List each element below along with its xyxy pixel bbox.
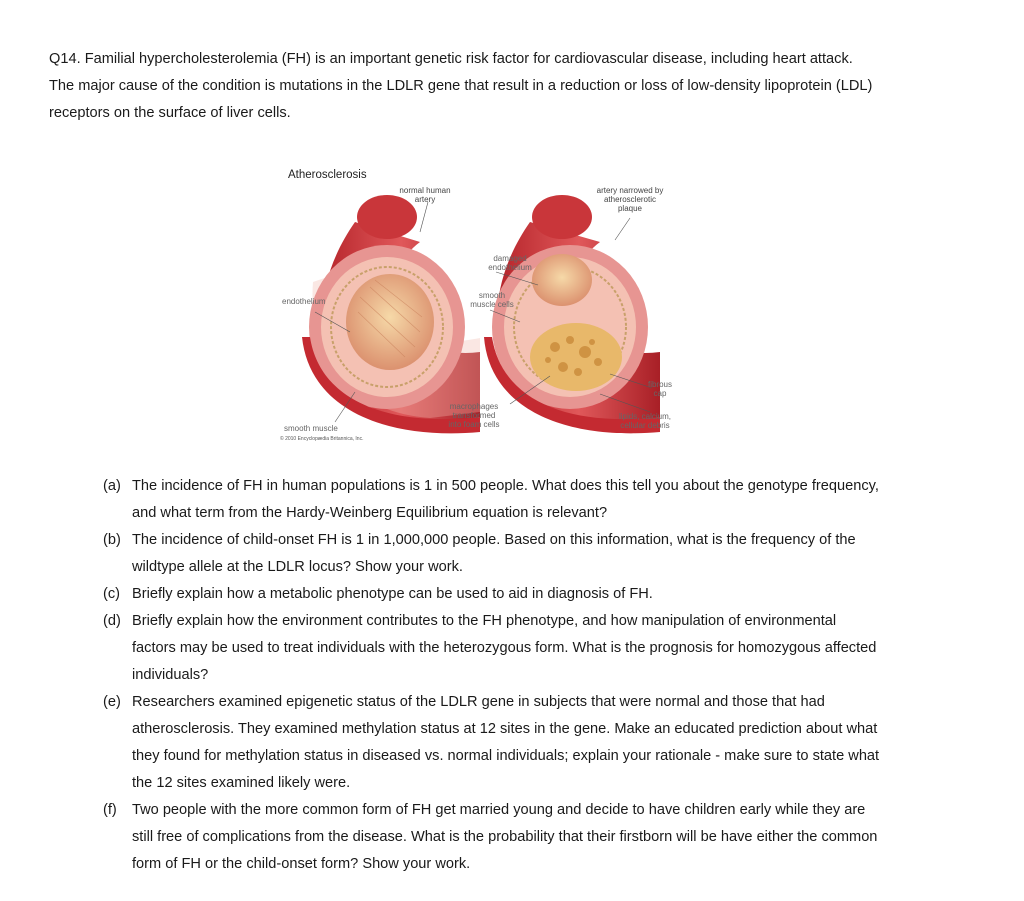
subquestion-marker: (e) xyxy=(103,694,121,710)
subquestion-text: Two people with the more common form of FH get married young and decide to have children early while they are still free of complications from the disease. What is the probability that their firstborn will be have either the common form of FH or the child-onset form? Show your work. xyxy=(132,802,878,872)
label-smooth-muscle: smooth muscle xyxy=(284,424,338,433)
subquestion-c xyxy=(103,581,883,608)
subquestion-marker: (b) xyxy=(103,532,121,548)
subquestion-text: Briefly explain how the environment contributes to the FH phenotype, and how manipulation of environmental factors may be used to treat individuals with the heterozygous form. What is the prognosis for homozygous affected individuals? xyxy=(132,613,877,683)
label-endothelium: endothelium xyxy=(282,297,326,306)
label-damaged-endothelium: damaged endothelium xyxy=(488,254,532,272)
subquestion-b xyxy=(103,527,883,581)
normal-artery xyxy=(302,195,480,433)
figure-title: Atherosclerosis xyxy=(288,169,367,181)
narrowed-artery xyxy=(484,195,660,433)
subquestion-text: Researchers examined epigenetic status of the LDLR gene in subjects that were normal and those that had atherosclerosis. They examined methylation status at 12 sites in the gene. Make an educated prediction about what they found for methylation status in diseased vs. normal individuals; explain your rationale - make sure to state what the 12 sites examined likely were. xyxy=(132,694,880,791)
figure-copyright: © 2010 Encyclopædia Britannica, Inc. xyxy=(280,436,364,442)
label-lipids: lipids, calcium, cellular debris xyxy=(618,412,671,430)
subquestion-e xyxy=(103,689,883,797)
subquestion-a xyxy=(103,473,883,527)
subquestion-text: The incidence of child-onset FH is 1 in 1,000,000 people. Based on this information, what is the frequency of the wildtype allele at the LDLR locus? Show your work. xyxy=(132,532,856,575)
question-intro: Q14. Familial hypercholesterolemia (FH) is an important genetic risk factor for cardiovascular disease, including heart attack. The major cause of the condition is mutations in the LDLR gene that result in a reduction or loss of low-density lipoprotein (LDL) receptors on the surface of liver cells. xyxy=(49,51,873,121)
label-fibrous-cap: fibrous cap xyxy=(647,380,672,398)
subquestion-f xyxy=(103,797,883,878)
subquestion-marker: (f) xyxy=(103,802,117,818)
subquestion-marker: (c) xyxy=(103,586,121,602)
label-macrophages: macrophages transformed into foam cells xyxy=(448,402,500,429)
subquestion-text: The incidence of FH in human populations is 1 in 500 people. What does this tell you about the genotype frequency, and what term from the Hardy-Weinberg Equilibrium equation is relevant? xyxy=(132,478,879,521)
label-smooth-muscle-cells: smooth muscle cells xyxy=(470,291,514,309)
subquestion-marker: (a) xyxy=(103,478,121,494)
subquestion-text: Briefly explain how a metabolic phenotype can be used to aid in diagnosis of FH. xyxy=(132,586,653,602)
label-narrowed-artery: artery narrowed by atherosclerotic plaque xyxy=(596,186,664,213)
subquestion-d xyxy=(103,608,883,689)
atherosclerosis-figure xyxy=(280,162,700,452)
subquestion-list xyxy=(103,473,883,878)
label-normal-artery: normal human artery xyxy=(399,186,451,204)
subquestion-marker: (d) xyxy=(103,613,121,629)
